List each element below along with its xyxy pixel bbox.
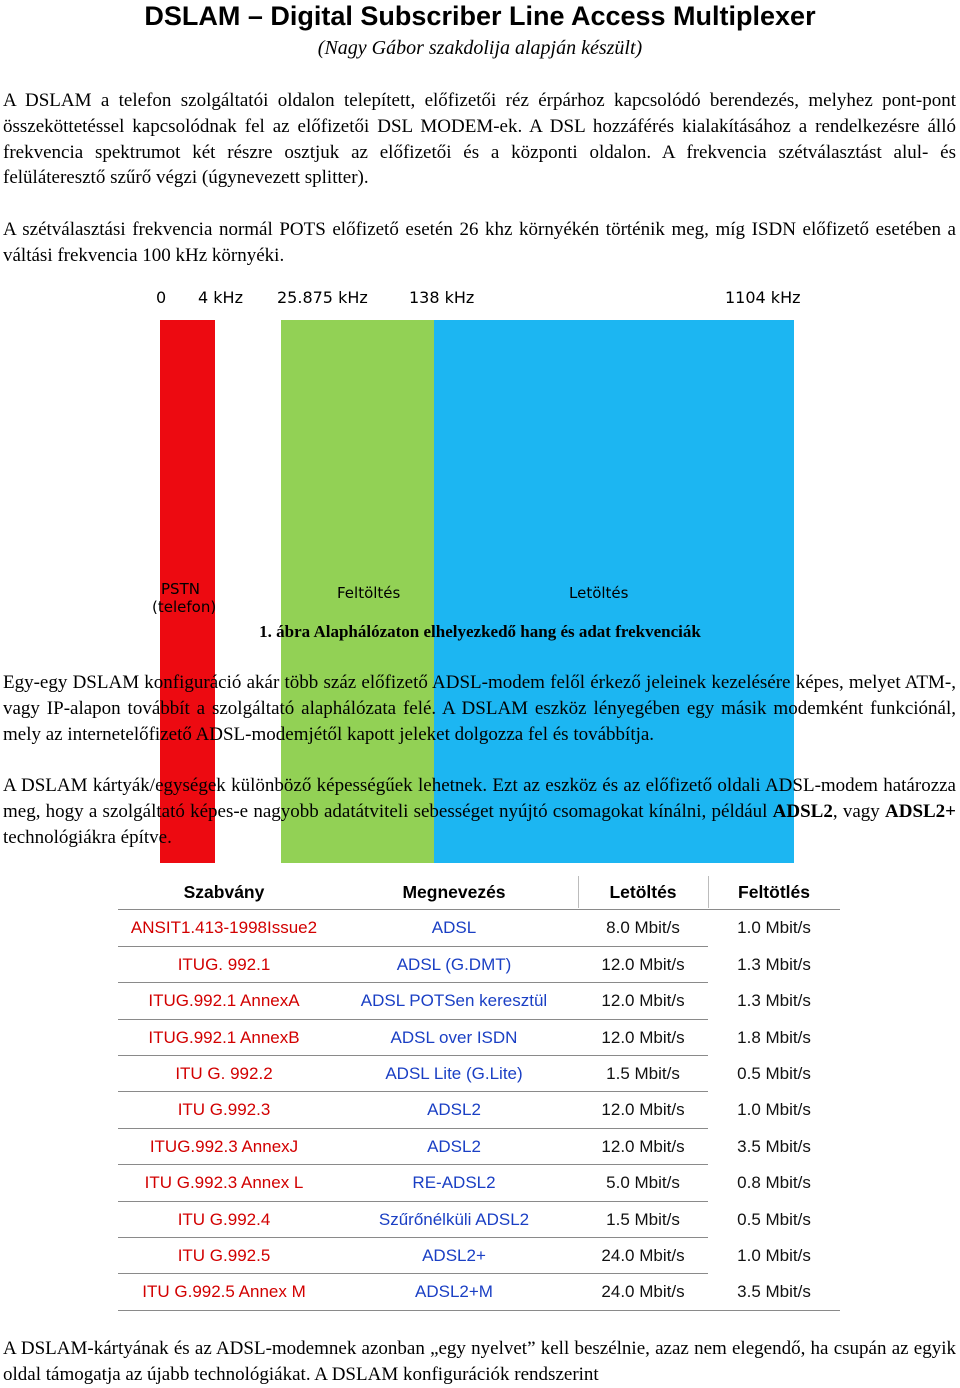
page-subtitle: (Nagy Gábor szakdolija alapján készült) <box>317 37 643 59</box>
row-upload: 1.3 Mbit/s <box>737 991 811 1011</box>
pstn-label-sub: (telefon) <box>152 598 217 616</box>
table-row <box>118 983 840 1019</box>
row-standard: ITU G.992.4 <box>177 1209 271 1229</box>
cards-paragraph <box>3 773 956 850</box>
cards-text-middle: , vagy <box>832 800 885 822</box>
row-upload: 1.0 Mbit/s <box>737 1100 811 1120</box>
row-name: ADSL2 <box>427 1136 481 1156</box>
row-download: 12.0 Mbit/s <box>601 954 685 974</box>
table-row <box>118 1202 840 1238</box>
row-standard: ITUG.992.1 AnnexB <box>148 1027 300 1047</box>
cards-text-after: technológiákra építve. <box>3 826 172 848</box>
tick-label-4khz: 4 kHz <box>198 288 243 307</box>
figure-caption: 1. ábra Alaphálózaton elhelyezkedő hang és adat frekvenciák <box>259 622 701 641</box>
table-body <box>118 910 840 1310</box>
tick-label-0: 0 <box>156 288 167 307</box>
row-name: ADSL Lite (G.Lite) <box>385 1063 523 1083</box>
row-name: ADSL2+M <box>415 1282 493 1302</box>
table-row <box>118 947 840 983</box>
row-standard: ITUG. 992.1 <box>177 954 271 974</box>
header-separator <box>708 876 709 908</box>
adsl2-bold: ADSL2 <box>772 800 833 822</box>
row-download: 12.0 Mbit/s <box>601 1136 685 1156</box>
row-name: Szűrőnélküli ADSL2 <box>378 1209 530 1229</box>
header-separator <box>578 876 579 908</box>
frequency-spectrum-figure <box>150 288 810 618</box>
table-row <box>118 1092 840 1128</box>
header-name: Megnevezés <box>402 882 506 902</box>
row-name: ADSL over ISDN <box>390 1027 518 1047</box>
row-upload: 0.5 Mbit/s <box>737 1063 811 1083</box>
table-row <box>118 1020 840 1056</box>
tick-label-1104khz: 1104 kHz <box>725 288 801 307</box>
row-name: ADSL2+ <box>422 1245 486 1265</box>
row-standard: ITU G. 992.2 <box>175 1063 273 1083</box>
dslam-paragraph: Egy-egy DSLAM konfiguráció akár több száz előfizető ADSL-modem felől érkező jeleinek kezelésére képes, melyet ATM-, vagy IP-alapon továbbít a szolgáltató alaphálózata felé. A DSLAM eszköz lényegében egy másik modemként funkciónál, mely az internetelőfizető ADSL-modemjétől kapott jeleket dolgozza fel és továbbítja. <box>3 672 956 745</box>
row-standard: ITU G.992.5 <box>177 1245 271 1265</box>
row-upload: 0.5 Mbit/s <box>737 1209 811 1229</box>
header-upload: Feltötlés <box>738 882 810 902</box>
row-download: 24.0 Mbit/s <box>601 1245 685 1265</box>
table-row <box>118 1129 840 1165</box>
row-upload: 1.3 Mbit/s <box>737 954 811 974</box>
row-download: 12.0 Mbit/s <box>601 1100 685 1120</box>
row-standard: ANSIT1.413-1998Issue2 <box>130 918 318 938</box>
row-name: ADSL POTSen keresztül <box>360 991 548 1011</box>
closing-paragraph: A DSLAM-kártyának és az ADSL-modemnek azonban „egy nyelvet” kell beszélnie, azaz nem elegendő, ha csupán az egyik oldal támogatja az újabb technológiákat. A DSLAM konfigurációk rendszerint <box>3 1338 956 1385</box>
table-row <box>118 910 840 946</box>
row-upload: 1.0 Mbit/s <box>737 1245 811 1265</box>
split-frequency-paragraph: A szétválasztási frekvencia normál POTS előfizető esetén 26 khz környékén történik meg, míg ISDN előfizető esetében a váltási frekvencia 100 kHz környéki. <box>3 219 956 266</box>
row-download: 8.0 Mbit/s <box>606 918 680 938</box>
cards-text-before: A DSLAM kártyák/egységek különböző képességűek lehetnek. Ezt az eszköz és az előfizető oldali ADSL-modem határozza meg, hogy a szolgáltató képes-e nagyobb adatátviteli sebességet nyújtó csomagokat kínálni, például <box>3 775 956 822</box>
upload-label: Feltöltés <box>337 584 401 602</box>
adsl-standards-table <box>118 874 840 1311</box>
header-download: Letöltés <box>609 882 677 902</box>
tick-label-138khz: 138 kHz <box>409 288 475 307</box>
row-standard: ITU G.992.3 Annex L <box>144 1173 304 1193</box>
row-standard: ITUG.992.1 AnnexA <box>148 991 300 1011</box>
row-download: 12.0 Mbit/s <box>601 1027 685 1047</box>
row-download: 1.5 Mbit/s <box>606 1063 680 1083</box>
table-row <box>118 1165 840 1201</box>
table-row <box>118 1274 840 1310</box>
page-title: DSLAM – Digital Subscriber Line Access Multiplexer <box>144 1 816 31</box>
row-download: 12.0 Mbit/s <box>601 991 685 1011</box>
download-label: Letöltés <box>569 584 629 602</box>
row-upload: 3.5 Mbit/s <box>737 1136 811 1156</box>
table-header-row <box>118 874 840 910</box>
row-download: 1.5 Mbit/s <box>606 1209 680 1229</box>
row-upload: 0.8 Mbit/s <box>737 1173 811 1193</box>
row-rule <box>118 1310 840 1311</box>
row-download: 24.0 Mbit/s <box>601 1282 685 1302</box>
header-standard: Szabvány <box>183 882 265 902</box>
row-standard: ITU G.992.5 Annex M <box>142 1282 306 1302</box>
row-upload: 1.0 Mbit/s <box>737 918 811 938</box>
row-standard: ITU G.992.3 <box>177 1100 271 1120</box>
row-name: RE-ADSL2 <box>412 1173 496 1193</box>
row-name: ADSL2 <box>427 1100 481 1120</box>
row-upload: 1.8 Mbit/s <box>737 1027 811 1047</box>
table-row <box>118 1056 840 1092</box>
table-row <box>118 1238 840 1274</box>
row-name: ADSL <box>431 918 477 938</box>
intro-paragraph: A DSLAM a telefon szolgáltatói oldalon telepített, előfizetői réz érpárhoz kapcsolódó berendezés, melyhez pont-pont összeköttetéssel kapcsolódnak fel az előfizetői DSL MODEM-ek. A DSL hozzáférés kialakításához a rendelkezésre álló frekvencia spektrumot két részre osztjuk az előfizetői és a központi oldalon. A frekvencia szétválasztást alul- és felüláteresztő szűrő végzi (úgynevezett splitter). <box>3 90 956 189</box>
row-name: ADSL (G.DMT) <box>396 954 512 974</box>
row-upload: 3.5 Mbit/s <box>737 1282 811 1302</box>
row-download: 5.0 Mbit/s <box>606 1173 680 1193</box>
row-standard: ITUG.992.3 AnnexJ <box>149 1136 299 1156</box>
pstn-label: PSTN <box>161 580 200 598</box>
adsl2plus-bold: ADSL2+ <box>885 800 957 822</box>
tick-label-25khz: 25.875 kHz <box>277 288 368 307</box>
